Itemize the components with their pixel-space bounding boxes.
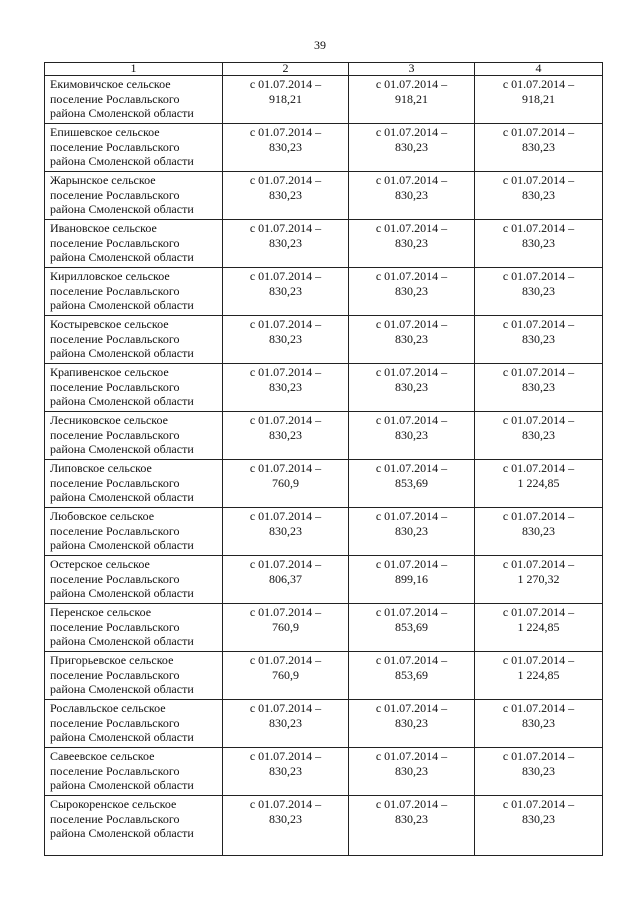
header-col-3: 3 [349, 63, 475, 76]
table-row [45, 604, 603, 652]
tariff-table [44, 62, 603, 856]
settlement-name-cell: Костыревское сельское поселение Рославльского района Смоленской области [45, 316, 223, 364]
settlement-name-cell: Перенское сельское поселение Рославльского района Смоленской области [45, 604, 223, 652]
tariff-col-4-cell: с 01.07.2014 – 1 270,32 [475, 556, 603, 604]
table-row [45, 748, 603, 796]
tariff-col-4-cell: с 01.07.2014 – 1 224,85 [475, 460, 603, 508]
tariff-col-2-cell: с 01.07.2014 – 760,9 [223, 652, 349, 700]
tariff-col-3-cell: с 01.07.2014 – 830,23 [349, 316, 475, 364]
settlement-name-cell: Екимовичское сельское поселение Рославльского района Смоленской области [45, 76, 223, 124]
tariff-col-3-cell: с 01.07.2014 – 830,23 [349, 508, 475, 556]
tariff-col-2-cell: с 01.07.2014 – 830,23 [223, 316, 349, 364]
table-row [45, 316, 603, 364]
tariff-col-4-cell: с 01.07.2014 – 830,23 [475, 412, 603, 460]
table-row [45, 796, 603, 856]
settlement-name-cell: Любовское сельское поселение Рославльского района Смоленской области [45, 508, 223, 556]
page-number: 39 [314, 38, 326, 52]
table-row [45, 172, 603, 220]
tariff-col-2-cell: с 01.07.2014 – 830,23 [223, 364, 349, 412]
table-row [45, 76, 603, 124]
header-row [45, 63, 603, 76]
header-col-2: 2 [223, 63, 349, 76]
tariff-col-2-cell: с 01.07.2014 – 830,23 [223, 700, 349, 748]
tariff-col-2-cell: с 01.07.2014 – 806,37 [223, 556, 349, 604]
tariff-col-4-cell: с 01.07.2014 – 830,23 [475, 508, 603, 556]
tariff-col-2-cell: с 01.07.2014 – 830,23 [223, 748, 349, 796]
table-row [45, 412, 603, 460]
tariff-col-4-cell: с 01.07.2014 – 830,23 [475, 748, 603, 796]
settlement-name-cell: Крапивенское сельское поселение Рославльского района Смоленской области [45, 364, 223, 412]
header-col-1: 1 [45, 63, 223, 76]
tariff-col-2-cell: с 01.07.2014 – 760,9 [223, 460, 349, 508]
tariff-col-4-cell: с 01.07.2014 – 1 224,85 [475, 604, 603, 652]
tariff-col-3-cell: с 01.07.2014 – 853,69 [349, 460, 475, 508]
header-col-4: 4 [475, 63, 603, 76]
tariff-col-2-cell: с 01.07.2014 – 830,23 [223, 796, 349, 856]
settlement-name-cell: Рославльское сельское поселение Рославльского района Смоленской области [45, 700, 223, 748]
tariff-col-4-cell: с 01.07.2014 – 830,23 [475, 796, 603, 856]
settlement-name-cell: Сырокоренское сельское поселение Рославльского района Смоленской области [45, 796, 223, 856]
tariff-col-3-cell: с 01.07.2014 – 830,23 [349, 700, 475, 748]
tariff-col-2-cell: с 01.07.2014 – 830,23 [223, 412, 349, 460]
tariff-col-3-cell: с 01.07.2014 – 918,21 [349, 76, 475, 124]
tariff-col-2-cell: с 01.07.2014 – 830,23 [223, 268, 349, 316]
tariff-col-3-cell: с 01.07.2014 – 853,69 [349, 652, 475, 700]
tariff-col-2-cell: с 01.07.2014 – 918,21 [223, 76, 349, 124]
settlement-name-cell: Ивановское сельское поселение Рославльского района Смоленской области [45, 220, 223, 268]
table-row [45, 460, 603, 508]
tariff-col-4-cell: с 01.07.2014 – 830,23 [475, 124, 603, 172]
settlement-name-cell: Кирилловское сельское поселение Рославльского района Смоленской области [45, 268, 223, 316]
tariff-col-4-cell: с 01.07.2014 – 830,23 [475, 364, 603, 412]
table-body [45, 76, 603, 856]
tariff-col-4-cell: с 01.07.2014 – 830,23 [475, 700, 603, 748]
table-row [45, 268, 603, 316]
tariff-col-3-cell: с 01.07.2014 – 830,23 [349, 172, 475, 220]
settlement-name-cell: Епишевское сельское поселение Рославльского района Смоленской области [45, 124, 223, 172]
settlement-name-cell: Савеевское сельское поселение Рославльского района Смоленской области [45, 748, 223, 796]
tariff-col-4-cell: с 01.07.2014 – 830,23 [475, 172, 603, 220]
tariff-col-3-cell: с 01.07.2014 – 830,23 [349, 124, 475, 172]
tariff-col-2-cell: с 01.07.2014 – 830,23 [223, 124, 349, 172]
table-row [45, 652, 603, 700]
tariff-col-3-cell: с 01.07.2014 – 853,69 [349, 604, 475, 652]
settlement-name-cell: Остерское сельское поселение Рославльского района Смоленской области [45, 556, 223, 604]
tariff-col-3-cell: с 01.07.2014 – 830,23 [349, 412, 475, 460]
tariff-col-3-cell: с 01.07.2014 – 830,23 [349, 796, 475, 856]
tariff-col-2-cell: с 01.07.2014 – 830,23 [223, 172, 349, 220]
tariff-col-3-cell: с 01.07.2014 – 830,23 [349, 748, 475, 796]
tariff-col-4-cell: с 01.07.2014 – 830,23 [475, 220, 603, 268]
tariff-col-2-cell: с 01.07.2014 – 760,9 [223, 604, 349, 652]
tariff-col-2-cell: с 01.07.2014 – 830,23 [223, 508, 349, 556]
table-row [45, 220, 603, 268]
table-row [45, 124, 603, 172]
tariff-col-4-cell: с 01.07.2014 – 918,21 [475, 76, 603, 124]
tariff-col-3-cell: с 01.07.2014 – 899,16 [349, 556, 475, 604]
settlement-name-cell: Липовское сельское поселение Рославльского района Смоленской области [45, 460, 223, 508]
tariff-col-4-cell: с 01.07.2014 – 1 224,85 [475, 652, 603, 700]
tariff-col-3-cell: с 01.07.2014 – 830,23 [349, 268, 475, 316]
table-row [45, 508, 603, 556]
table-row [45, 556, 603, 604]
settlement-name-cell: Жарынское сельское поселение Рославльского района Смоленской области [45, 172, 223, 220]
tariff-col-4-cell: с 01.07.2014 – 830,23 [475, 316, 603, 364]
table-row [45, 364, 603, 412]
tariff-col-2-cell: с 01.07.2014 – 830,23 [223, 220, 349, 268]
settlement-name-cell: Пригорьевское сельское поселение Рославльского района Смоленской области [45, 652, 223, 700]
tariff-col-3-cell: с 01.07.2014 – 830,23 [349, 220, 475, 268]
tariff-col-3-cell: с 01.07.2014 – 830,23 [349, 364, 475, 412]
tariff-col-4-cell: с 01.07.2014 – 830,23 [475, 268, 603, 316]
settlement-name-cell: Лесниковское сельское поселение Рославльского района Смоленской области [45, 412, 223, 460]
table-row [45, 700, 603, 748]
